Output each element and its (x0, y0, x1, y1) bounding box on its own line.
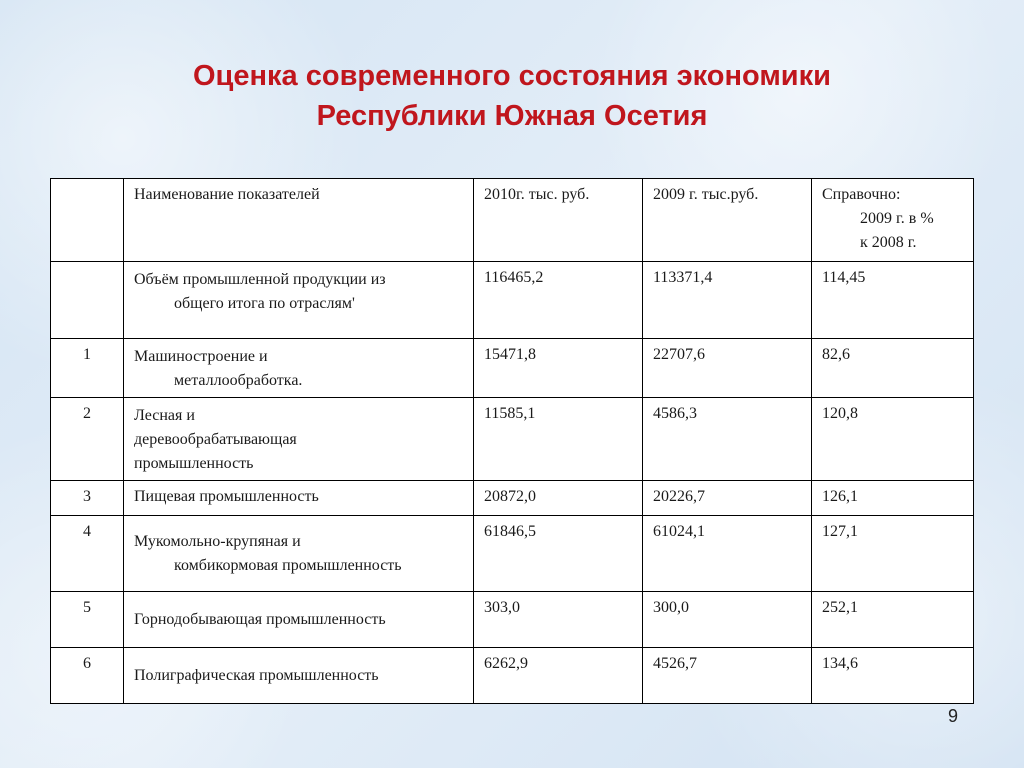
row-2010: 11585,1 (474, 398, 643, 481)
table-row (51, 481, 974, 516)
row-name (124, 398, 474, 481)
row-2009: 20226,7 (643, 481, 812, 516)
row-num: 4 (51, 516, 124, 592)
row-reference: 127,1 (812, 516, 974, 592)
row-reference: 82,6 (812, 339, 974, 398)
row-reference: 126,1 (812, 481, 974, 516)
row-num: 3 (51, 481, 124, 516)
table-row (51, 262, 974, 339)
header-name: Наименование показателей (124, 179, 474, 262)
economy-table (50, 178, 974, 704)
row-name-line-2: комбикормовая промышленность (174, 557, 402, 574)
row-name (124, 262, 474, 339)
row-name-line-2: общего итога по отраслям' (174, 295, 355, 312)
row-name-line-2: деревообрабатывающая (134, 431, 297, 448)
table-row (51, 516, 974, 592)
slide-title (0, 56, 1024, 136)
row-2009: 22707,6 (643, 339, 812, 398)
header-ref-line-3: к 2008 г. (860, 234, 917, 251)
row-num (51, 262, 124, 339)
header-2010: 2010г. тыс. руб. (474, 179, 643, 262)
page-number: 9 (948, 706, 959, 726)
table-row (51, 648, 974, 704)
title-line-2: Республики Южная Осетия (316, 100, 708, 132)
row-name: Полиграфическая промышленность (124, 648, 474, 704)
row-num: 1 (51, 339, 124, 398)
row-reference: 134,6 (812, 648, 974, 704)
row-name-line-3: промышленность (134, 455, 254, 472)
row-num: 2 (51, 398, 124, 481)
header-ref-line-1: Справочно: (822, 186, 901, 203)
row-2010: 20872,0 (474, 481, 643, 516)
row-reference: 114,45 (812, 262, 974, 339)
row-name-line-1: Объём промышленной продукции из (134, 271, 386, 288)
row-2009: 113371,4 (643, 262, 812, 339)
row-2010: 6262,9 (474, 648, 643, 704)
row-2010: 303,0 (474, 592, 643, 648)
row-name-line-1: Мукомольно-крупяная и (134, 533, 301, 550)
table-header-row (51, 179, 974, 262)
row-num: 5 (51, 592, 124, 648)
row-2009: 300,0 (643, 592, 812, 648)
row-2009: 4586,3 (643, 398, 812, 481)
row-name-line-1: Машиностроение и (134, 348, 268, 365)
table-row (51, 592, 974, 648)
row-2009: 4526,7 (643, 648, 812, 704)
row-num: 6 (51, 648, 124, 704)
header-ref-line-2: 2009 г. в % (860, 210, 934, 227)
header-2009: 2009 г. тыс.руб. (643, 179, 812, 262)
row-name: Горнодобывающая промышленность (124, 592, 474, 648)
row-2010: 116465,2 (474, 262, 643, 339)
table-row (51, 339, 974, 398)
row-2009: 61024,1 (643, 516, 812, 592)
header-num (51, 179, 124, 262)
row-name: Пищевая промышленность (124, 481, 474, 516)
row-2010: 15471,8 (474, 339, 643, 398)
row-reference: 252,1 (812, 592, 974, 648)
row-name (124, 339, 474, 398)
row-name-line-2: металлообработка. (174, 372, 303, 389)
title-line-1: Оценка современного состояния экономики (193, 60, 831, 92)
row-name-line-1: Лесная и (134, 407, 195, 424)
row-name (124, 516, 474, 592)
row-2010: 61846,5 (474, 516, 643, 592)
table-row (51, 398, 974, 481)
header-reference (812, 179, 974, 262)
row-reference: 120,8 (812, 398, 974, 481)
